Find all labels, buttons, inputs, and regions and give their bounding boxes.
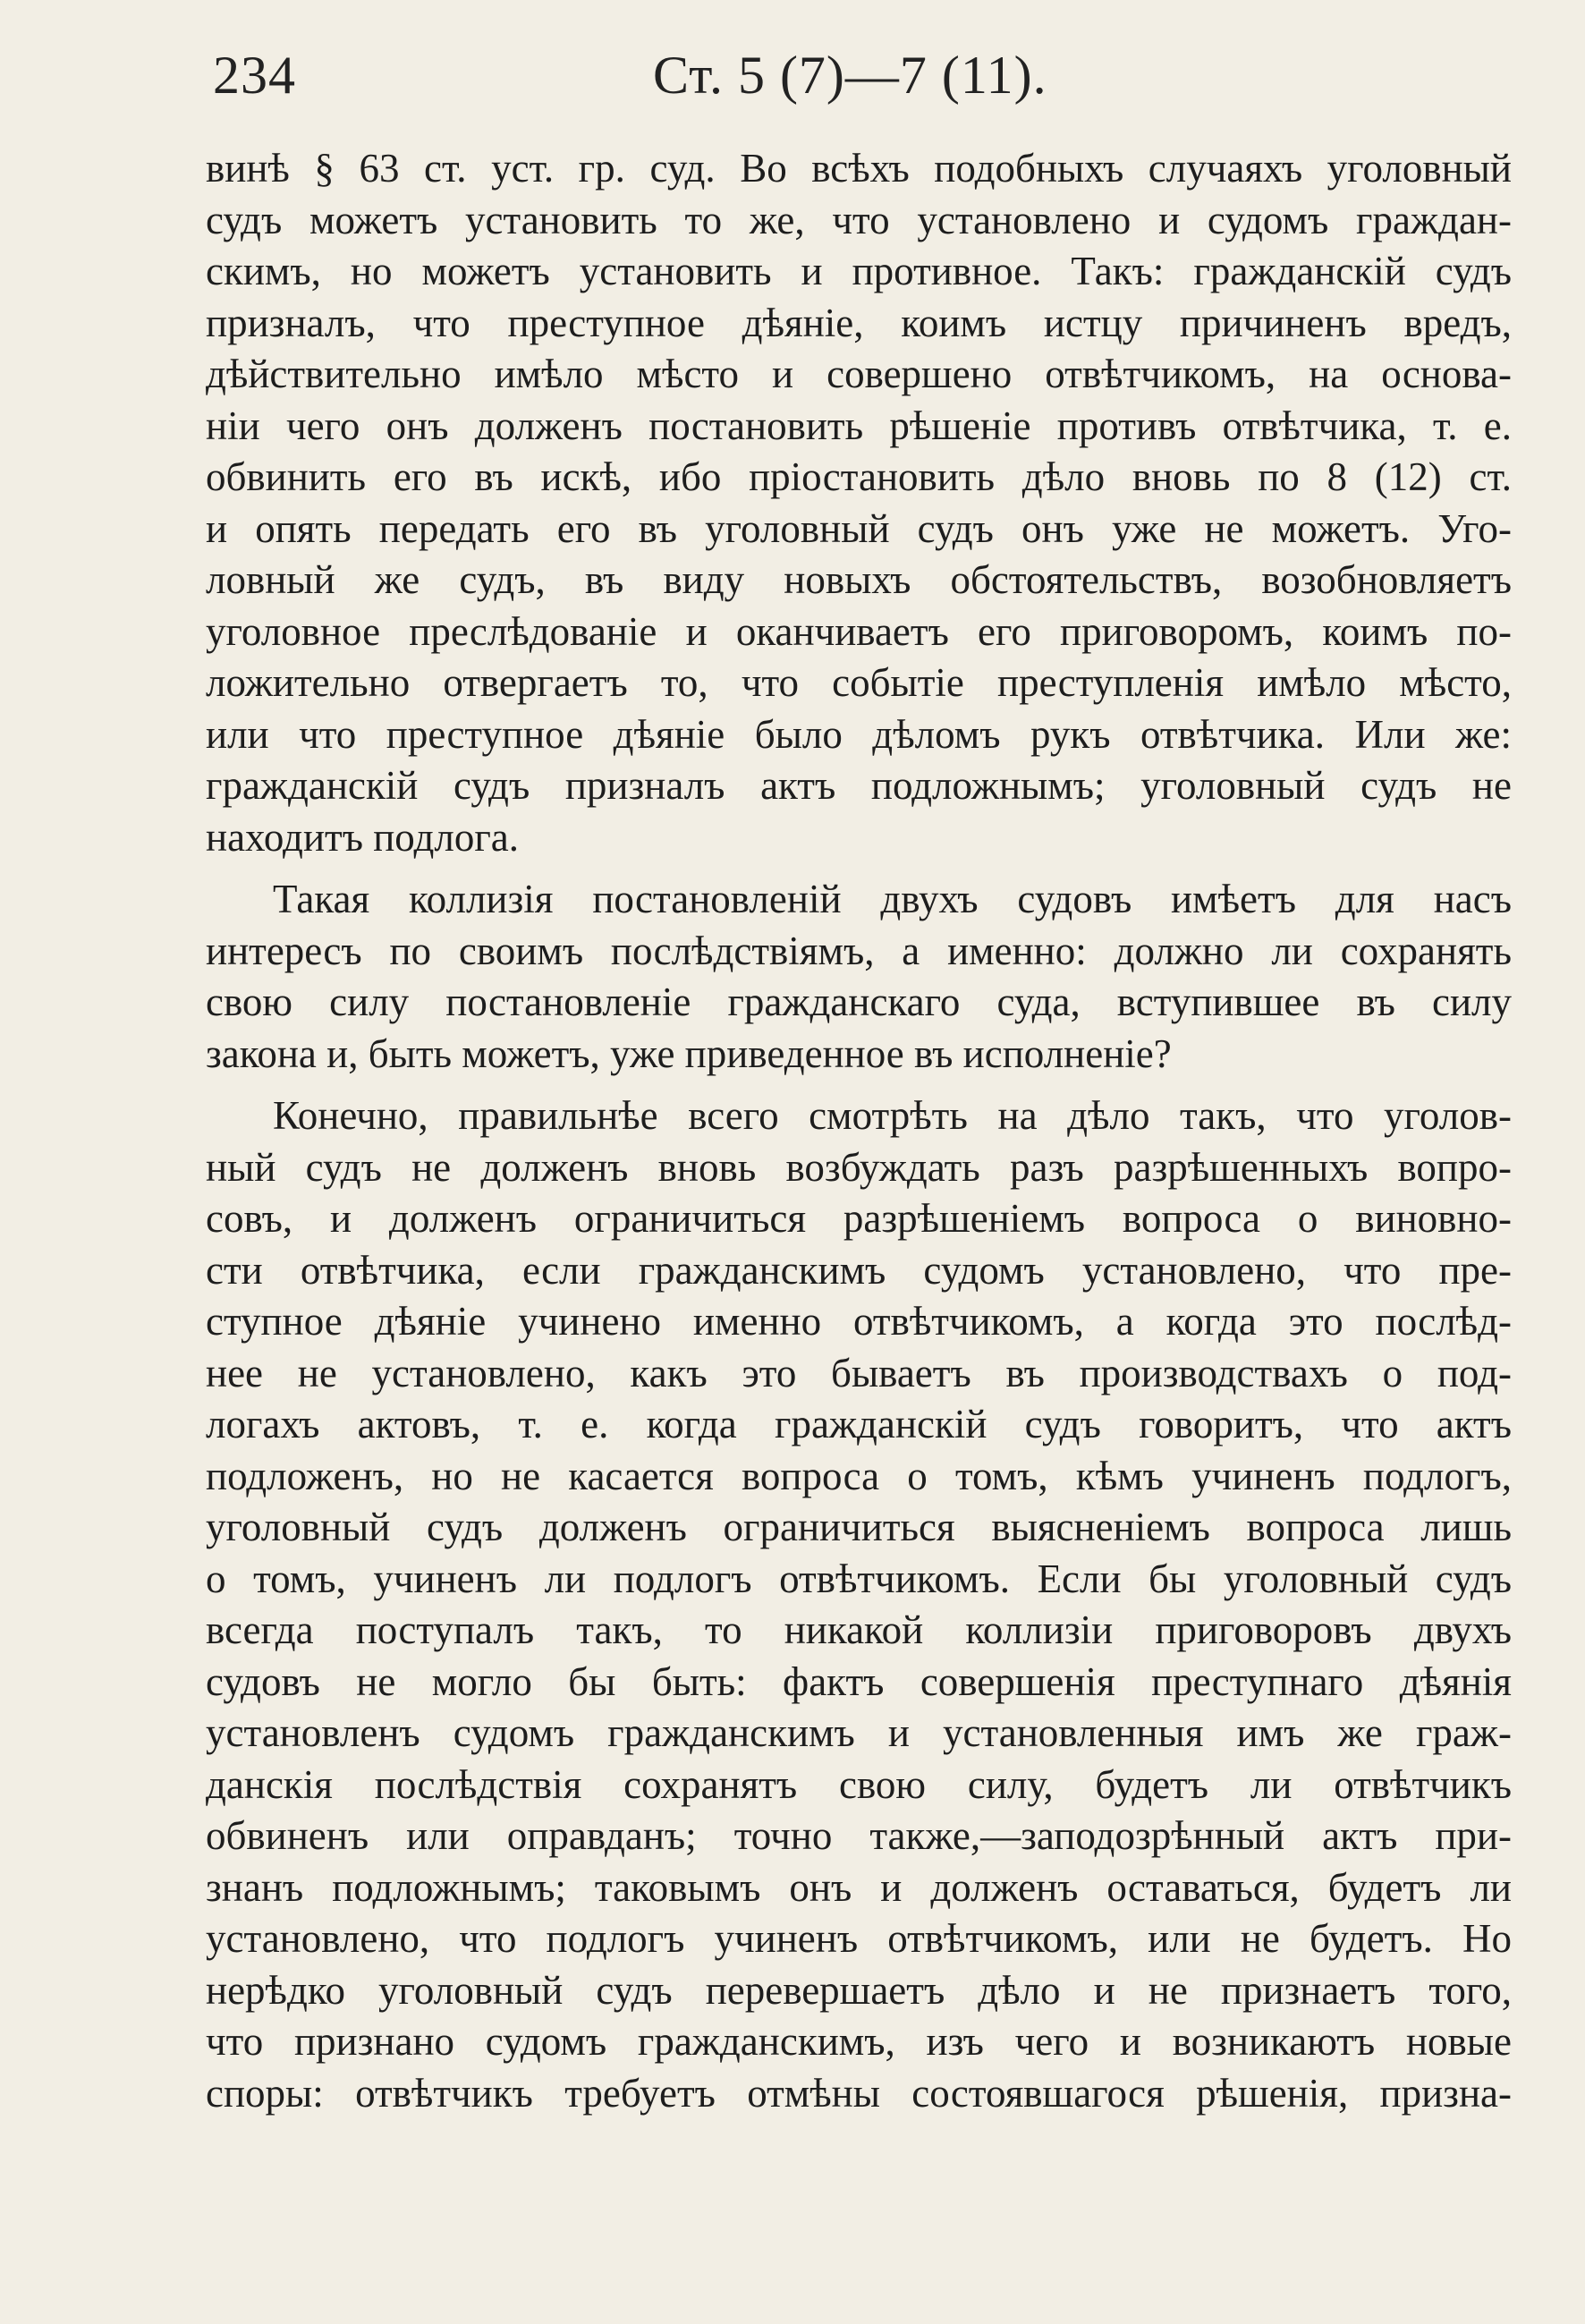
text-line: нее не установлено, какъ это бываетъ въ производствахъ о под- xyxy=(206,1350,1512,1395)
running-head: Ст. 5 (7)—7 (11). xyxy=(653,46,1047,105)
text-line: установленъ судомъ гражданскимъ и установленныя имъ же граж- xyxy=(206,1710,1512,1755)
text-line: данскія послѣдствія сохранятъ свою силу, будетъ ли отвѣтчикъ xyxy=(206,1761,1512,1807)
text-line: обвиненъ или оправданъ; точно также,—заподозрѣнный актъ при- xyxy=(206,1813,1512,1858)
text-line: подложенъ, но не касается вопроса о томъ, кѣмъ учиненъ подлогъ, xyxy=(206,1453,1512,1498)
text-line: ступное дѣяніе учинено именно отвѣтчикомъ, а когда это послѣд- xyxy=(206,1299,1512,1344)
text-line: ніи чего онъ долженъ постановить рѣшеніе противъ отвѣтчика, т. е. xyxy=(206,403,1512,448)
text-line: скимъ, но можетъ установить и противное. Такъ: гражданскій судъ xyxy=(206,249,1512,293)
text-line: всегда поступалъ такъ, то никакой коллизіи приговоровъ двухъ xyxy=(206,1607,1512,1652)
paragraph xyxy=(206,874,1512,1080)
text-line: призналъ, что преступное дѣяніе, коимъ истцу причиненъ вредъ, xyxy=(206,300,1512,345)
page-number: 234 xyxy=(213,46,296,105)
text-line: ный судъ не долженъ вновь возбуждать разъ разрѣшенныхъ вопро- xyxy=(206,1144,1512,1190)
text-line: Конечно, правильнѣе всего смотрѣть на дѣло такъ, что уголов- xyxy=(273,1093,1512,1138)
text-line: или что преступное дѣяніе было дѣломъ рукъ отвѣтчика. Или же: xyxy=(206,711,1512,757)
text-line: свою силу постановленіе гражданскаго суда, вступившее въ силу xyxy=(206,980,1512,1024)
text-line: споры: отвѣтчикъ требуетъ отмѣны состоявшагося рѣшенія, призна- xyxy=(206,2070,1512,2116)
text-line: винѣ § 63 ст. уст. гр. суд. Во всѣхъ подобныхъ случаяхъ уголовный xyxy=(206,146,1512,191)
text-line: и опять передать его въ уголовный судъ онъ уже не можетъ. Уго- xyxy=(206,505,1512,551)
text-line: сти отвѣтчика, если гражданскимъ судомъ установлено, что пре- xyxy=(206,1247,1512,1293)
paragraph-gap xyxy=(206,863,1512,874)
page-header xyxy=(0,45,1585,116)
text-line: ложительно отвергаетъ то, что событіе преступленія имѣло мѣсто, xyxy=(206,660,1512,705)
paragraph xyxy=(206,143,1512,863)
text-line: судовъ не могло бы быть: фактъ совершенія преступнаго дѣянія xyxy=(206,1658,1512,1704)
text-line: о томъ, учиненъ ли подлогъ отвѣтчикомъ. Если бы уголовный судъ xyxy=(206,1556,1512,1601)
text-line: гражданскій судъ призналъ актъ подложнымъ; уголовный судъ не xyxy=(206,763,1512,808)
text-line: уголовное преслѣдованіе и оканчиваетъ его приговоромъ, коимъ по- xyxy=(206,608,1512,654)
text-line: Такая коллизія постановленій двухъ судовъ имѣетъ для насъ xyxy=(273,877,1512,921)
text-line: логахъ актовъ, т. е. когда гражданскій судъ говоритъ, что актъ xyxy=(206,1402,1512,1446)
paragraph xyxy=(206,1090,1512,2119)
text-line: знанъ подложнымъ; таковымъ онъ и долженъ оставаться, будетъ ли xyxy=(206,1864,1512,1910)
text-line: дѣйствительно имѣло мѣсто и совершено отвѣтчикомъ, на основа- xyxy=(206,352,1512,396)
text-line: что признано судомъ гражданскимъ, изъ чего и возникаютъ новые xyxy=(206,2019,1512,2064)
text-line: обвинить его въ искѣ, ибо пріостановить дѣло вновь по 8 (12) ст. xyxy=(206,454,1512,499)
text-line: интересъ по своимъ послѣдствіямъ, а именно: должно ли сохранять xyxy=(206,928,1512,973)
body-text xyxy=(206,143,1512,2119)
text-line: судъ можетъ установить то же, что установлено и судомъ граждан- xyxy=(206,197,1512,242)
text-line: совъ, и долженъ ограничиться разрѣшеніемъ вопроса о виновно- xyxy=(206,1196,1512,1241)
text-line: установлено, что подлогъ учиненъ отвѣтчикомъ, или не будетъ. Но xyxy=(206,1916,1512,1961)
text-line: уголовный судъ долженъ ограничиться выясненіемъ вопроса лишь xyxy=(206,1505,1512,1549)
text-line: нерѣдко уголовный судъ перевершаетъ дѣло и не признаетъ того, xyxy=(206,1967,1512,2013)
text-line: находитъ подлога. xyxy=(206,814,520,860)
text-line: закона и, быть можетъ, уже приведенное въ исполненіе? xyxy=(206,1031,1172,1076)
text-line: ловный же судъ, въ виду новыхъ обстоятельствъ, возобновляетъ xyxy=(206,557,1512,602)
paragraph-gap xyxy=(206,1080,1512,1090)
